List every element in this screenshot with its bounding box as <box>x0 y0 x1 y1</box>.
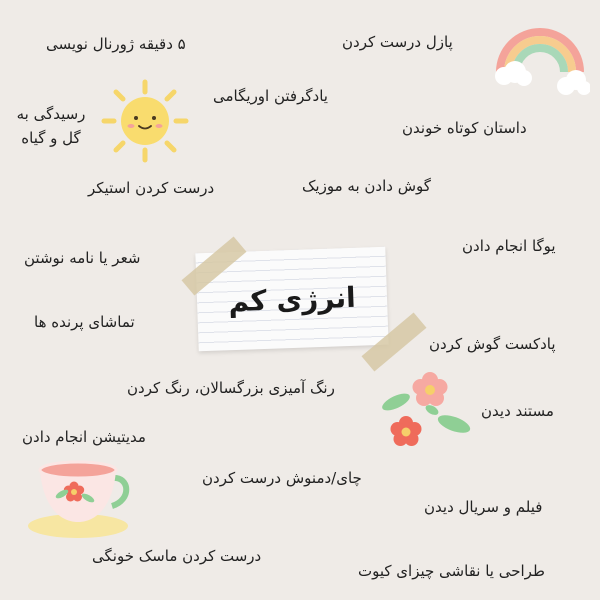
flower-icon <box>368 362 476 458</box>
item-origami: یادگرفتن اوریگامی <box>213 87 328 105</box>
item-cute-drawing: طراحی یا نقاشی چیزای کیوت <box>358 562 545 580</box>
item-podcast: پادکست گوش کردن <box>429 335 556 353</box>
item-poem: شعر یا نامه نوشتن <box>24 249 141 267</box>
item-music: گوش دادن به موزیک <box>302 177 431 195</box>
item-short-story: داستان کوتاه خوندن <box>402 119 527 137</box>
page-title: انرژی کم <box>227 280 357 318</box>
item-plants-line2: گل و گیاه <box>21 129 81 147</box>
item-plants-line1: رسیدگی به <box>16 105 86 123</box>
item-puzzle: پازل درست کردن <box>342 33 453 51</box>
item-sleep-mask: درست کردن ماسک خونگی <box>92 547 262 565</box>
item-meditation: مدیتیشن انجام دادن <box>22 428 146 446</box>
item-documentary: مستند دیدن <box>481 402 554 420</box>
sun-icon <box>100 78 190 164</box>
item-yoga: یوگا انجام دادن <box>462 237 556 255</box>
item-movies: فیلم و سریال دیدن <box>424 498 543 516</box>
item-coloring: رنگ آمیزی بزرگسالان، رنگ کردن <box>127 379 335 397</box>
item-plants <box>8 102 94 150</box>
item-tea: چای/دمنوش درست کردن <box>202 469 362 487</box>
teacup-icon <box>26 450 142 542</box>
item-journal: ۵ دقیقه ژورنال نویسی <box>46 35 186 53</box>
item-birds: تماشای پرنده ها <box>34 313 135 331</box>
rainbow-icon <box>490 10 590 110</box>
item-sticker: درست کردن استیکر <box>88 179 215 197</box>
